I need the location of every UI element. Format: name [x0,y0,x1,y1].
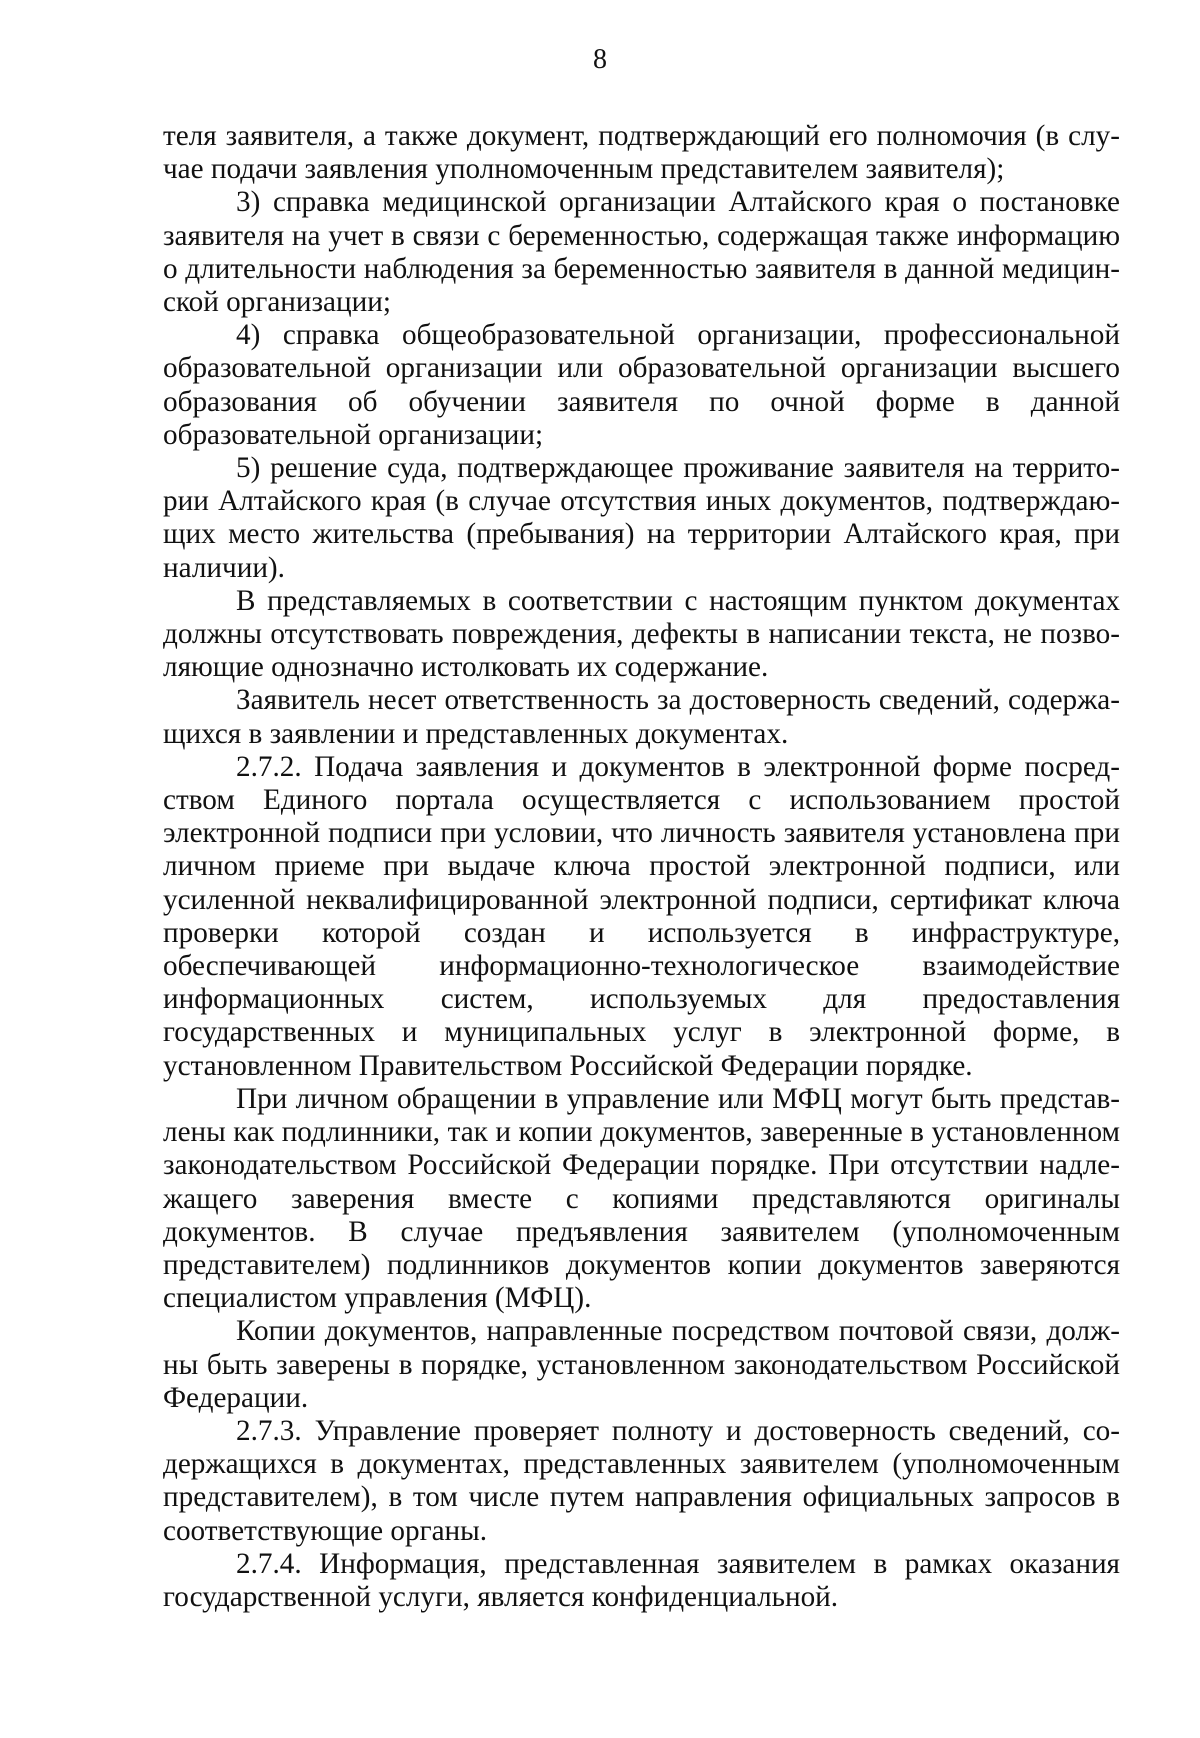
paragraph-personal-visit: При личном обращении в управление или МФЦ могут быть представлены как подлинники, так и копии документов, заверенные в установленном законодательством Российской Федерации порядке. При отсутствии надлежащего заверения вместе с копиями представляются оригиналы документов. В случае предъявления заявителем (уполномоченным представителем) подлинников документов копии документов заверяются специалистом управления (МФЦ). [163,1082,1120,1315]
paragraph-item-3: 3) справка медицинской организации Алтайского края о постановке заявителя на учет в связи с беременностью, содержащая также информацию о длительности наблюдения за беременностью заявителя в данной медицинской организации; [163,186,1120,319]
paragraph-applicant-responsibility: Заявитель несет ответственность за достоверность сведений, содержащихся в заявлении и представленных документах. [163,684,1120,750]
paragraph-item-4: 4) справка общеобразовательной организации, профессиональной образовательной организации или образовательной организации высшего образования об обучении заявителя по очной форме в данной образовательной организации; [163,319,1120,451]
page-number: 8 [593,44,607,75]
document-body [163,120,1120,1614]
paragraph-2-7-4: 2.7.4. Информация, представленная заявителем в рамках оказания государственной услуги, является конфиденциальной. [163,1547,1120,1613]
paragraph-2-7-2: 2.7.2. Подача заявления и документов в электронной форме посредством Единого портала осуществляется с использованием простой электронной подписи при условии, что личность заявителя установлена при личном приеме при выдаче ключа простой электронной подписи, или усиленной неквалифицированной электронной подписи, сертификат ключа проверки которой создан и используется в инфраструктуре, обеспечивающей информационно-технологическое взаимодействие информационных систем, используемых для предоставления государственных и муниципальных услуг в электронной форме, в установленном Правительством Российской Федерации порядке. [163,750,1120,1082]
paragraph-document-requirements: В представляемых в соответствии с настоящим пунктом документах должны отсутствовать повреждения, дефекты в написании текста, не позволяющие однозначно истолковать их содержание. [163,584,1120,684]
paragraph-2-7-3: 2.7.3. Управление проверяет полноту и достоверность сведений, содержащихся в документах, представленных заявителем (уполномоченным представителем), в том числе путем направления официальных запросов в соответствующие органы. [163,1414,1120,1547]
paragraph-continuation: теля заявителя, а также документ, подтверждающий его полномочия (в случае подачи заявления уполномоченным представителем заявителя); [163,120,1120,186]
paragraph-postal-copies: Копии документов, направленные посредством почтовой связи, должны быть заверены в порядке, установленном законодательством Российской Федерации. [163,1315,1120,1414]
paragraph-item-5: 5) решение суда, подтверждающее проживание заявителя на территории Алтайского края (в случае отсутствия иных документов, подтверждающих место жительства (пребывания) на территории Алтайского края, при наличии). [163,452,1120,584]
